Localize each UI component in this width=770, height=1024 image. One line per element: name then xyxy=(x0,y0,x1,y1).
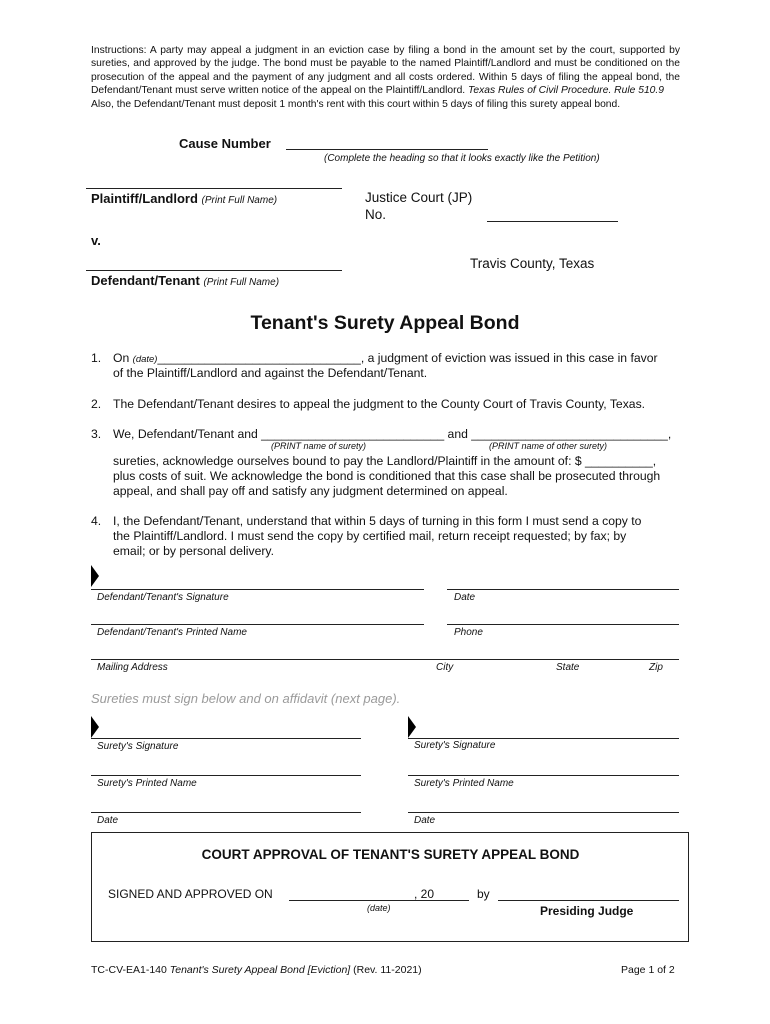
year-prefix: , 20 xyxy=(414,887,435,901)
surety-2-signature-field[interactable] xyxy=(408,738,679,739)
sign-here-arrow-icon xyxy=(91,716,99,738)
phone-label: Phone xyxy=(454,627,483,638)
rule-citation: Texas Rules of Civil Procedure. Rule 510.9 xyxy=(468,85,664,97)
printed-name-label: Defendant/Tenant's Printed Name xyxy=(97,627,247,638)
approval-date-field[interactable] xyxy=(289,900,469,901)
document-title: Tenant's Surety Appeal Bond xyxy=(250,312,520,334)
cause-number-label: Cause Number xyxy=(179,136,271,151)
cause-note: (Complete the heading so that it looks exactly like the Petition) xyxy=(324,153,600,164)
page-number: Page 1 of 2 xyxy=(621,964,675,976)
court-approval-title: COURT APPROVAL OF TENANT'S SURETY APPEAL BOND xyxy=(201,847,580,862)
instructions xyxy=(91,44,680,111)
sureties-note: Sureties must sign below and on affidavit (next page). xyxy=(91,691,401,706)
county-label: Travis County, Texas xyxy=(470,256,595,271)
item-1-line-1: On (date)______________________________, a judgment of eviction was issued in this case in favor xyxy=(113,351,658,365)
item-4-line-1: I, the Defendant/Tenant, understand that within 5 days of turning in this form I must send a copy to xyxy=(113,514,642,528)
sign-here-arrow-icon xyxy=(408,716,416,738)
signature-date-field[interactable] xyxy=(447,589,679,590)
plaintiff-name-field[interactable] xyxy=(86,188,342,189)
signed-approved-label: SIGNED AND APPROVED ON xyxy=(108,887,273,901)
surety-1-date-field[interactable] xyxy=(91,812,361,813)
mailing-address-label: Mailing Address xyxy=(97,662,168,673)
defendant-signature-label: Defendant/Tenant's Signature xyxy=(97,592,229,603)
surety-1-date-label: Date xyxy=(97,815,119,826)
item-1-line-2: of the Plaintiff/Landlord and against the Defendant/Tenant. xyxy=(113,366,428,380)
cause-number-field[interactable] xyxy=(286,149,488,150)
item-4-line-3: email; or by personal delivery. xyxy=(113,544,274,558)
surety-2-signature-label: Surety's Signature xyxy=(414,740,496,751)
surety-1-note: (PRINT name of surety) xyxy=(271,441,367,451)
item-1-number: 1. xyxy=(91,351,102,365)
item-3-line-1: We, Defendant/Tenant and ___________________________ and _____________________________, xyxy=(113,427,672,441)
presiding-judge-label: Presiding Judge xyxy=(540,904,634,918)
instructions-text: Instructions: A party may appeal a judgment in an eviction case by filing a bond in the amount set by the court, supported by sureties, and approved by the judge. The bond must be payable to the named Plaintiff/Landlord and must be conditioned on the prosecution of the appeal and the payment of any judgment and all costs ordered. Within 5 days of filing the appeal bond, the Defendant/Tenant must serve written notice of the appeal on the Plaintiff/Landlord. xyxy=(91,45,680,97)
court-no-label: No. xyxy=(365,207,387,222)
surety-2-note: (PRINT name of other surety) xyxy=(489,441,608,451)
item-4-line-2: the Plaintiff/Landlord. I must send the copy by certified mail, return receipt requested; by fax; by xyxy=(113,529,627,543)
zip-label: Zip xyxy=(649,662,663,673)
defendant-signature-field[interactable] xyxy=(91,589,424,590)
surety-2-name-field[interactable] xyxy=(408,775,679,776)
deposit-note: Also, the Defendant/Tenant must deposit 1 month's rent with this court within 5 days of filing this surety appeal bond. xyxy=(91,98,621,110)
sign-here-arrow-icon xyxy=(91,565,99,587)
surety-2-date-label: Date xyxy=(414,815,436,826)
city-label: City xyxy=(436,662,454,673)
printed-name-field[interactable] xyxy=(91,624,424,625)
signature-date-label: Date xyxy=(454,592,476,603)
approval-date-note: (date) xyxy=(367,903,391,913)
defendant-label: Defendant/Tenant (Print Full Name) xyxy=(91,273,280,288)
surety-2-date-field[interactable] xyxy=(408,812,679,813)
court-label: Justice Court (JP) xyxy=(365,190,473,205)
item-2-text: The Defendant/Tenant desires to appeal the judgment to the County Court of Travis County, Texas. xyxy=(113,397,646,411)
surety-1-signature-field[interactable] xyxy=(91,738,361,739)
surety-1-name-label: Surety's Printed Name xyxy=(97,778,197,789)
item-3-line-2: sureties, acknowledge ourselves bound to pay the Landlord/Plaintiff in the amount of: $ __________, xyxy=(113,454,657,468)
item-4-number: 4. xyxy=(91,514,102,528)
plaintiff-label: Plaintiff/Landlord (Print Full Name) xyxy=(91,191,278,206)
judge-signature-field[interactable] xyxy=(498,900,679,901)
item-3-line-4: appeal, and shall pay off and satisfy any judgment determined on appeal. xyxy=(113,484,508,498)
surety-1-signature-label: Surety's Signature xyxy=(97,741,179,752)
versus-label: v. xyxy=(91,233,101,248)
item-3-number: 3. xyxy=(91,427,102,441)
item-2-number: 2. xyxy=(91,397,102,411)
state-label: State xyxy=(556,662,580,673)
defendant-name-field[interactable] xyxy=(86,270,342,271)
item-3-line-3: plus costs of suit. We acknowledge the bond is conditioned that this case shall be prosecuted through xyxy=(113,469,661,483)
footer-form-id: TC-CV-EA1-140 Tenant's Surety Appeal Bond [Eviction] (Rev. 11-2021) xyxy=(91,964,422,976)
surety-1-name-field[interactable] xyxy=(91,775,361,776)
surety-2-name-label: Surety's Printed Name xyxy=(414,778,514,789)
phone-field[interactable] xyxy=(447,624,679,625)
by-label: by xyxy=(477,887,490,901)
mailing-address-field[interactable] xyxy=(91,659,679,660)
court-number-field[interactable] xyxy=(487,221,618,222)
